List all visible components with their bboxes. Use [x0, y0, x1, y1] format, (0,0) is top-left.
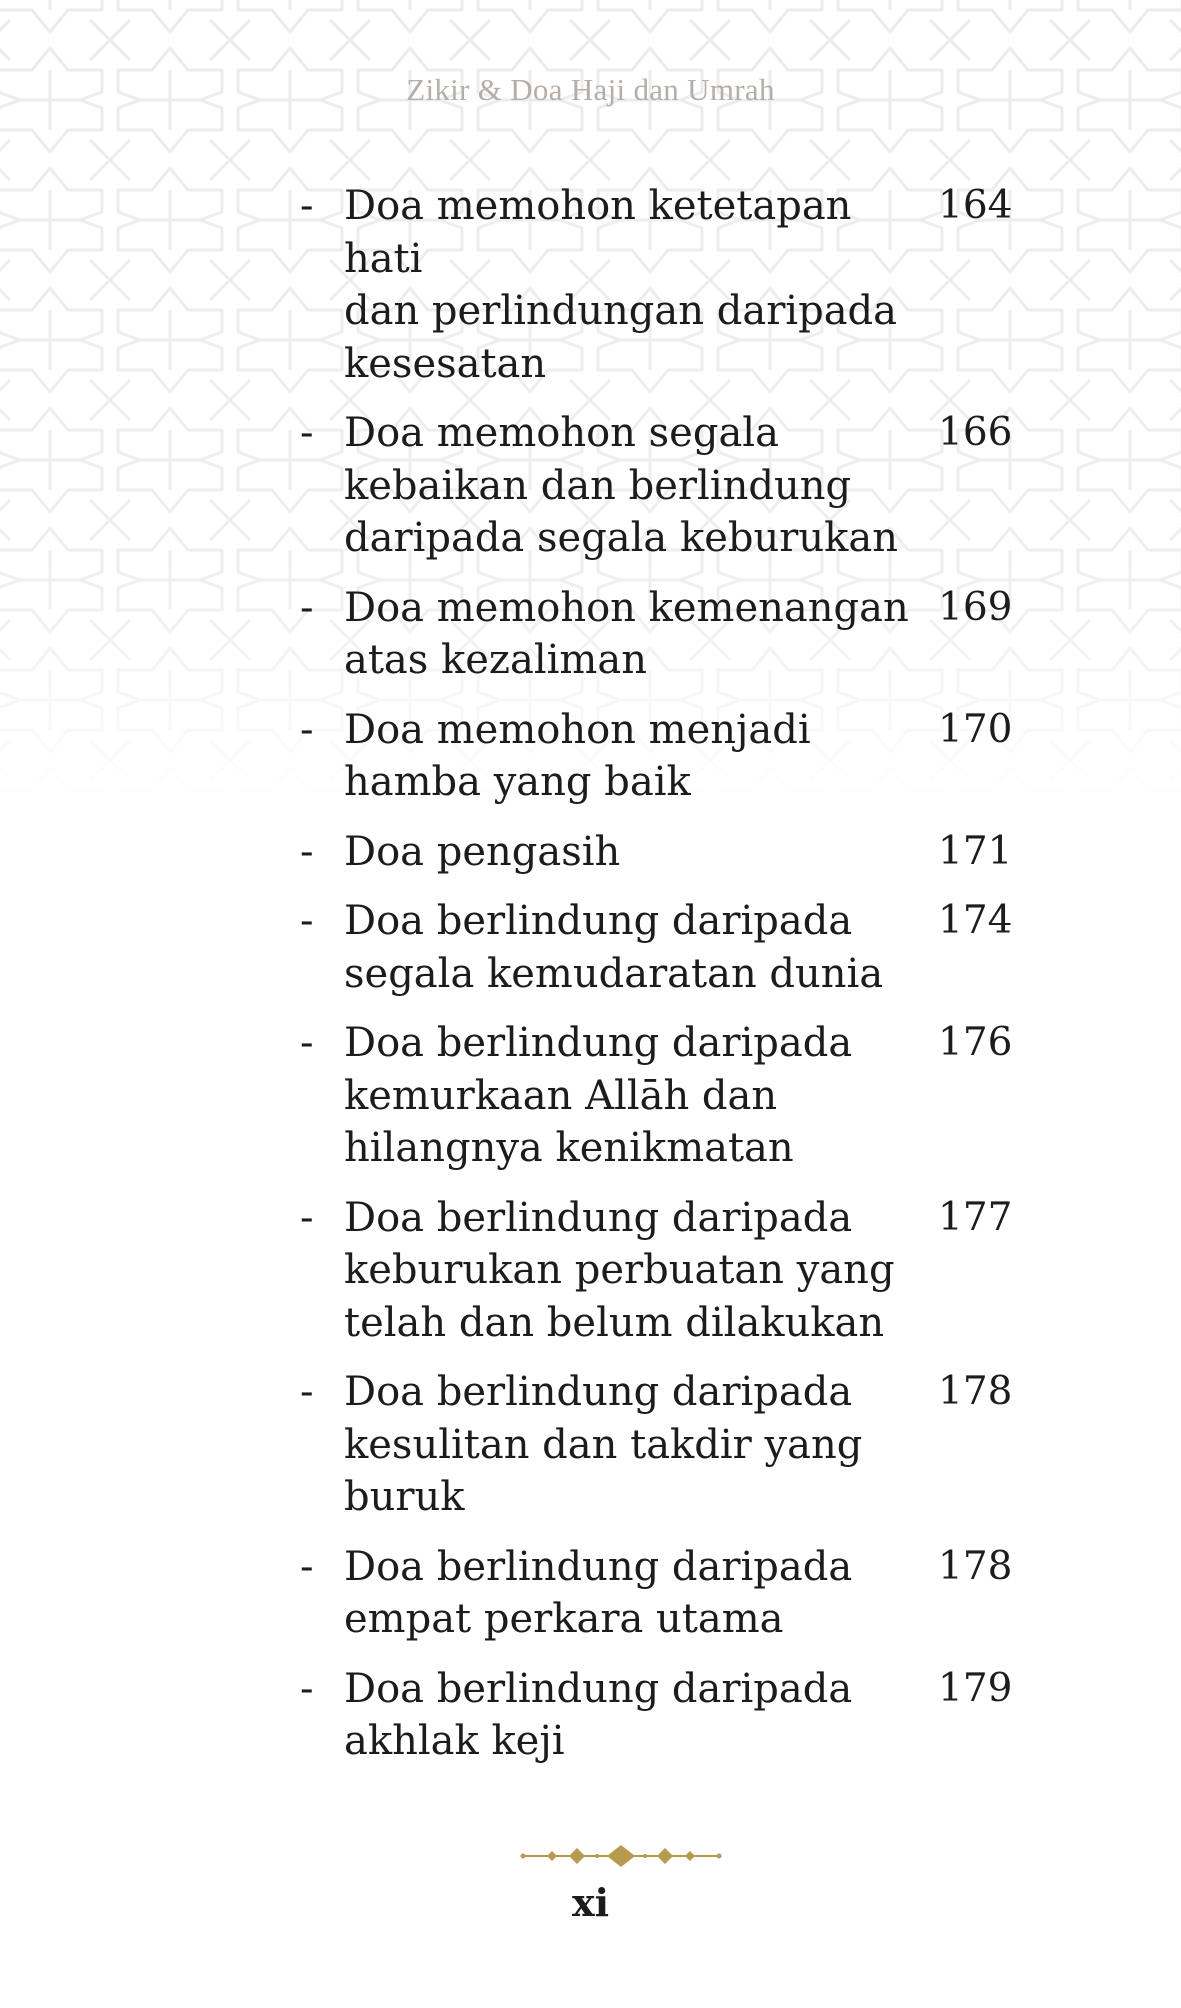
entry-dash: -	[300, 584, 314, 631]
entry-dash: -	[300, 183, 314, 229]
entry-page-number: 169	[938, 584, 1013, 630]
toc-entry	[300, 1366, 1012, 1524]
toc-entry	[300, 1192, 1012, 1350]
table-of-contents	[300, 180, 1012, 1785]
entry-page-number: 164	[938, 183, 1013, 228]
gold-diamond-divider-icon	[519, 1842, 723, 1870]
entry-page-number: 178	[938, 1369, 1013, 1414]
entry-dash: -	[300, 898, 314, 944]
entry-title: Doa berlindung daripada segala kemudaratan dunia	[344, 898, 884, 997]
toc-entry	[300, 582, 1012, 687]
entry-title: Doa pengasih	[344, 828, 621, 875]
entry-dash: -	[300, 1665, 314, 1712]
toc-entry	[300, 1017, 1012, 1175]
entry-page-number: 174	[938, 898, 1013, 943]
entry-title: Doa memohon kemenangan atas kezaliman	[344, 584, 909, 683]
entry-title: Doa berlindung daripada kesulitan dan takdir yang buruk	[344, 1369, 863, 1520]
toc-entry	[300, 826, 1012, 879]
entry-title: Doa berlindung daripada keburukan perbuatan yang telah dan belum dilakukan	[344, 1194, 895, 1346]
entry-page-number: 176	[938, 1020, 1013, 1065]
toc-entry	[300, 1663, 1012, 1768]
entry-dash: -	[300, 1194, 314, 1241]
entry-dash: -	[300, 1369, 314, 1415]
entry-title: Doa berlindung daripada empat perkara utama	[344, 1543, 853, 1642]
entry-page-number: 170	[938, 706, 1013, 752]
running-header-title: Zikir & Doa Haji dan Umrah	[406, 72, 775, 107]
entry-page-number: 179	[938, 1665, 1013, 1711]
entry-title: Doa berlindung daripada akhlak keji	[344, 1665, 853, 1764]
entry-page-number: 178	[938, 1543, 1013, 1589]
entry-title: Doa memohon ketetapan hati dan perlindungan daripada kesesatan	[344, 183, 898, 387]
entry-dash: -	[300, 706, 314, 753]
entry-dash: -	[300, 828, 314, 875]
entry-page-number: 177	[938, 1194, 1013, 1240]
toc-entry	[300, 704, 1012, 809]
entry-title: Doa memohon menjadi hamba yang baik	[344, 706, 811, 805]
entry-title: Doa memohon segala kebaikan dan berlindung daripada segala keburukan	[344, 410, 899, 561]
entry-title: Doa berlindung daripada kemurkaan Allāh dan hilangnya kenikmatan	[344, 1020, 853, 1171]
entry-dash: -	[300, 1543, 314, 1590]
toc-entry	[300, 895, 1012, 1000]
toc-entry	[300, 1541, 1012, 1646]
entry-page-number: 166	[938, 410, 1013, 455]
entry-page-number: 171	[938, 828, 1013, 874]
entry-dash: -	[300, 410, 314, 456]
entry-dash: -	[300, 1020, 314, 1066]
page-number: xi	[571, 1880, 610, 1925]
toc-entry	[300, 180, 1012, 390]
toc-entry	[300, 407, 1012, 565]
